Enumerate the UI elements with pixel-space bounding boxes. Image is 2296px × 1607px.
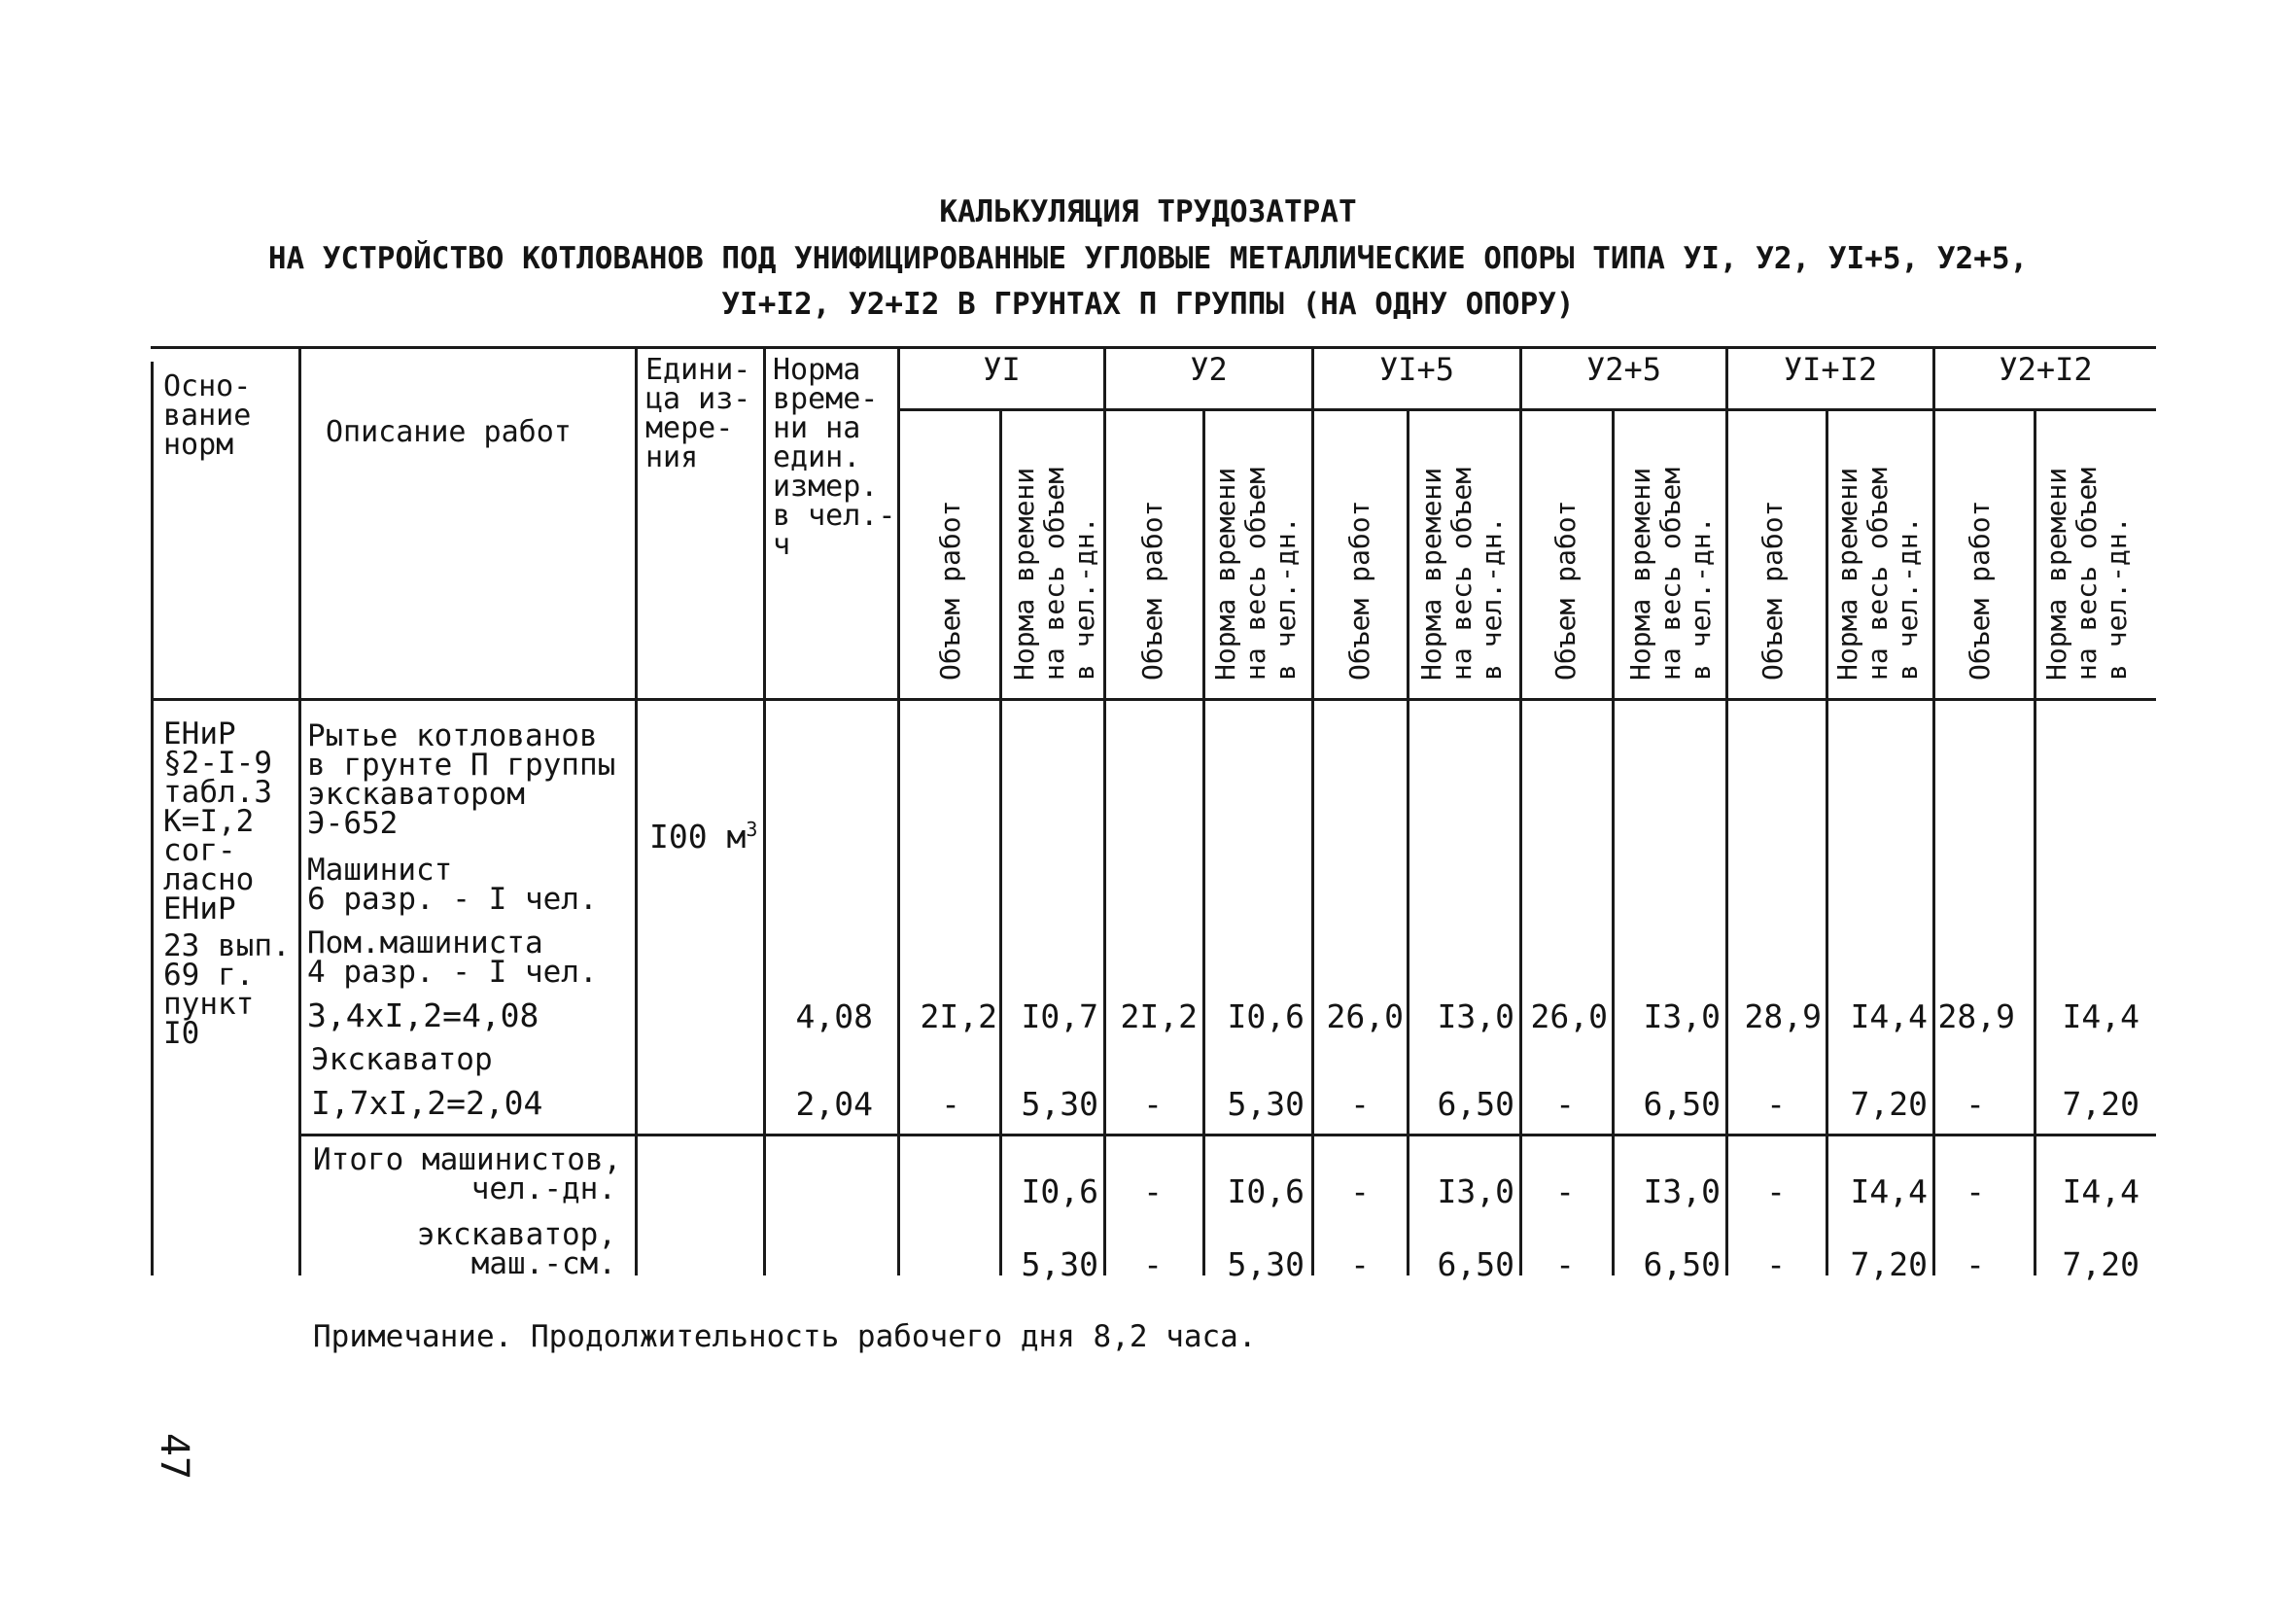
cell-value: 5,30 [1227,1085,1305,1123]
group-header-u2-12: У2+I2 [1999,351,2093,388]
doc-subtitle-line2: УI+I2, У2+I2 В ГРУНТАХ П ГРУППЫ (НА ОДНУ ОПОРУ) [721,287,1575,322]
total-value: - [1350,1172,1370,1210]
page-number: 47 [152,1432,197,1481]
total-value: - [1766,1245,1786,1283]
total-value: I0,6 [1227,1172,1305,1210]
subheader-volume-u2: Объем работ [1136,500,1168,681]
cell-value: I3,0 [1643,997,1721,1035]
row-basis: ЕНиР §2-I-9 табл.3 К=I,2 сог- ласно ЕНиР 23 вып. 69 г. пункт I0 [163,716,291,1051]
group-header-u2: У2 [1190,351,1228,388]
cell-value: - [1143,1085,1163,1123]
row-desc-excavator: Экскаватор [311,1042,493,1077]
row-desc-excavation: Рытье котлованов в грунте П группы экскаватором Э-652 [307,718,616,841]
footnote: Примечание. Продолжительность рабочего дня 8,2 часа. [313,1319,1257,1354]
total-value: 6,50 [1437,1245,1514,1283]
col-line [298,346,301,1275]
total-value: - [1966,1245,1985,1283]
cell-value: 2I,2 [920,997,997,1035]
col-line [2034,408,2036,1275]
header-unit: Едини- ца из- мере- ния [645,353,751,474]
cell-value: - [1555,1085,1575,1123]
cell-value: 7,20 [1850,1085,1928,1123]
group-header-u1-12: УI+I2 [1783,351,1878,388]
cell-value: - [1350,1085,1370,1123]
row-desc-machinist: Машинист 6 разр. - I чел. [307,853,598,917]
col-line [1612,408,1615,1275]
subheader-time-u2: Норма времени на весь объем в чел.-дн. [1209,467,1302,681]
total-value: - [1966,1172,1985,1210]
col-line [999,408,1002,1275]
subheader-volume-u1-5: Объем работ [1343,500,1375,681]
subheader-time-u2-5: Норма времени на весь объем в чел.-дн. [1624,467,1717,681]
subheader-time-u1-5: Норма времени на весь объем в чел.-дн. [1415,467,1508,681]
col-line [1103,346,1106,1275]
total-value: I4,4 [1850,1172,1928,1210]
group-header-u1-5: УI+5 [1378,351,1455,388]
col-line [1725,346,1728,1275]
cell-value: 26,0 [1530,997,1608,1035]
total-value: 5,30 [1021,1245,1098,1283]
col-line [151,362,154,1275]
header-norm: Норма време- ни на един. измер. в чел.- ч [773,353,896,562]
col-line [1826,408,1828,1275]
cell-value: 28,9 [1937,997,2015,1035]
total-value: I0,6 [1021,1172,1098,1210]
total-value: - [1555,1172,1575,1210]
col-line [635,346,638,1275]
col-line [763,346,766,1275]
totals-rule [298,1134,2156,1136]
cell-value: 6,50 [1643,1085,1721,1123]
cell-value: 26,0 [1326,997,1404,1035]
cell-value: I3,0 [1437,997,1514,1035]
total-value: 6,50 [1643,1245,1721,1283]
cell-value: - [1766,1085,1786,1123]
cell-value: 7,20 [2062,1085,2139,1123]
total-value: 7,20 [2062,1245,2139,1283]
subheader-time-u1-12: Норма времени на весь объем в чел.-дн. [1831,467,1924,681]
cell-value: - [1966,1085,1985,1123]
row-desc-calc2: I,7xI,2=2,04 [311,1084,543,1122]
totals-label-machinists: Итого машинистов, чел.-дн. [313,1142,622,1206]
cell-value: 6,50 [1437,1085,1514,1123]
total-value: I3,0 [1437,1172,1514,1210]
subheader-time-u2-12: Норма времени на весь объем в чел.-дн. [2040,467,2133,681]
total-value: - [1555,1245,1575,1283]
table-top-rule [151,346,2156,349]
subheader-time-u1: Норма времени на весь объем в чел.-дн. [1008,467,1100,681]
subheader-volume-u1-12: Объем работ [1757,500,1789,681]
header-basis: Осно- вание норм [163,369,252,462]
col-line [897,346,900,1275]
cell-value: 2I,2 [1120,997,1198,1035]
col-line [1407,408,1409,1275]
cell-value: I0,6 [1227,997,1305,1035]
header-description: Описание работ [326,415,572,449]
cell-value: I0,7 [1021,997,1098,1035]
cell-value: I4,4 [1850,997,1928,1035]
doc-title: КАЛЬКУЛЯЦИЯ ТРУДОЗАТРАТ [939,194,1357,229]
col-line [1932,346,1935,1275]
row-desc-calc1: 3,4xI,2=4,08 [307,996,539,1034]
cell-value: I4,4 [2062,997,2139,1035]
total-value: - [1143,1245,1163,1283]
subheader-volume-u2-12: Объем работ [1964,500,1996,681]
total-value: I3,0 [1643,1172,1721,1210]
cell-value: 28,9 [1744,997,1822,1035]
doc-subtitle-line1: НА УСТРОЙСТВО КОТЛОВАНОВ ПОД УНИФИЦИРОВАННЫЕ УГЛОВЫЕ МЕТАЛЛИЧЕСКИЕ ОПОРЫ ТИПА УI, У2, УI+5, У2+5, [267,241,2029,276]
total-value: - [1350,1245,1370,1283]
total-value: - [1143,1172,1163,1210]
total-value: I4,4 [2062,1172,2139,1210]
col-line [1202,408,1205,1275]
header-bottom-rule [151,698,2156,701]
row-unit: I00 $м^3$ [649,818,758,856]
total-value: 7,20 [1850,1245,1928,1283]
group-header-u1: УI [983,351,1021,388]
row-norm-2: 2,04 [795,1085,873,1123]
group-header-u2-5: У2+5 [1585,351,1662,388]
group-header-rule [897,408,2156,411]
row-norm-1: 4,08 [795,997,873,1035]
cell-value: - [941,1085,960,1123]
col-line [1311,346,1314,1275]
row-desc-assistant: Пом.машиниста 4 разр. - I чел. [307,926,598,990]
total-value: 5,30 [1227,1245,1305,1283]
totals-label-excavator: экскаватор, маш.-см. [416,1217,616,1281]
col-line [1519,346,1522,1275]
subheader-volume-u1: Объем работ [934,500,966,681]
total-value: - [1766,1172,1786,1210]
cell-value: 5,30 [1021,1085,1098,1123]
subheader-volume-u2-5: Объем работ [1549,500,1582,681]
